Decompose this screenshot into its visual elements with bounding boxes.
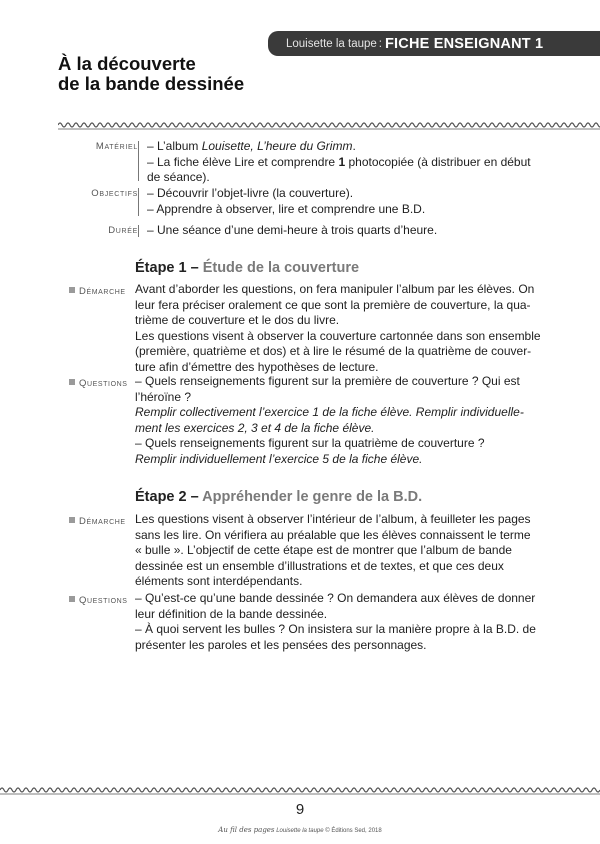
step-2-title (135, 489, 422, 505)
duree-line-1: – Une séance d’une demi-heure à trois quarts d’heure. (147, 223, 438, 237)
step-1-name: Étude de la couverture (202, 260, 360, 276)
step-1-demarche (135, 282, 543, 375)
step-2-demarche-line: éléments sont interdépendants. (135, 574, 303, 588)
materiel-line-2-prefix: – La fiche élève Lire et comprendre (147, 154, 339, 169)
step-1-demarche-line: trième de couverture et le dos du livre. (135, 313, 340, 327)
duree-body (147, 223, 557, 239)
step-1-questions (135, 374, 543, 467)
step-2-questions-label-text: Questions (79, 595, 128, 606)
page-title-line-2: de la bande dessinée (58, 73, 245, 94)
step-1-instruction-line: Remplir individuellement l’exercice 5 de la fiche élève. (135, 451, 423, 466)
objectifs-line-2: – Apprendre à observer, lire et comprendre une B.D. (147, 201, 426, 216)
footer-credit (0, 826, 600, 834)
step-1-instruction-line: ment les exercices 2, 3 et 4 de la fiche élève. (135, 420, 375, 435)
objectifs-bar (138, 188, 139, 216)
collection-logo: Au fil des pages (218, 826, 275, 834)
square-bullet-icon (69, 596, 75, 602)
materiel-label: Matériel (95, 141, 138, 152)
step-2-question-line: présenter les paroles et les pensées des personnages. (135, 637, 427, 652)
page-title (58, 54, 244, 94)
step-2-question-line: – Qu’est-ce qu’une bande dessinée ? On demandera aux élèves de donner (135, 591, 536, 605)
step-2-name: Appréhender le genre de la B.D. (202, 489, 423, 505)
duree-bar (138, 225, 139, 237)
objectifs-body (147, 186, 557, 217)
header-separator: : (378, 37, 382, 50)
step-2-question-line: – À quoi servent les bulles ? On insistera sur la manière propre à la B.D. de (135, 622, 536, 636)
step-2-questions (135, 591, 543, 653)
step-2-prefix: Étape 2 – (135, 489, 203, 505)
materiel-line-1-prefix: – L’album (147, 139, 202, 153)
step-1-instruction-line: Remplir collectivement l’exercice 1 de la fiche élève. Remplir individuelle- (135, 405, 524, 419)
step-2-demarche-line: « bulle ». L’objectif de cette étape est de montrer que l’album de bande (135, 543, 512, 557)
materiel-line-1-suffix: . (352, 139, 356, 153)
step-1-demarche-line: (première, quatrième et dos) et à lire le résumé de la quatrième de couver- (135, 344, 532, 358)
page-title-line-1: À la découverte (58, 53, 196, 74)
step-1-demarche-line: leur fera préciser oralement ce que sont la première de couverture, la qua- (135, 297, 531, 312)
album-title: Louisette, L’heure du Grimm (201, 139, 353, 153)
materiel-body (147, 139, 557, 186)
step-1-demarche-line: Avant d’aborder les questions, on fera manipuler l’album par les élèves. On (135, 282, 535, 296)
step-1-title (135, 260, 359, 276)
step-1-questions-label-text: Questions (79, 378, 128, 389)
duree-label: Durée (108, 225, 138, 236)
step-1-demarche-label-text: Démarche (79, 286, 126, 297)
step-1-questions-label (69, 378, 128, 389)
meta-objectifs (0, 186, 600, 220)
step-2-demarche-line: Les questions visent à observer l’intérieur de l’album, à feuilleter les pages (135, 512, 531, 526)
step-2-demarche-line: dessinée est un ensemble d’illustrations et de textes, et que ces deux (135, 558, 504, 573)
square-bullet-icon (69, 517, 75, 523)
page-number: 9 (295, 801, 305, 818)
square-bullet-icon (69, 379, 75, 385)
step-2-demarche-label (69, 516, 126, 527)
materiel-line-2-suffix: photocopiée (à distribuer en début (345, 154, 531, 169)
meta-duree (0, 223, 600, 241)
sheet-number: 1 (338, 154, 346, 169)
step-2-demarche (135, 512, 543, 590)
series-header-tab (268, 31, 600, 56)
objectifs-label: Objectifs (91, 188, 138, 199)
step-2-demarche-label-text: Démarche (79, 516, 126, 527)
footer-book-title: Louisette la taupe (276, 828, 324, 834)
step-1-question-line: – Quels renseignements figurent sur la première de couverture ? Qui est (135, 374, 520, 388)
step-2-question-line: leur définition de la bande dessinée. (135, 606, 328, 621)
step-1-question-line: l’héroïne ? (135, 389, 192, 404)
footer-copyright: © Éditions Sed, 2018 (323, 828, 382, 834)
step-1-demarche-line: Les questions visent à observer la couverture cartonnée dans son ensemble (135, 328, 541, 343)
objectifs-line-1: – Découvrir l’objet-livre (la couverture). (147, 186, 354, 200)
step-1-prefix: Étape 1 – (135, 260, 203, 276)
top-wave-divider (58, 121, 600, 131)
square-bullet-icon (69, 287, 75, 293)
meta-materiel (0, 139, 600, 189)
step-1-demarche-line: ture afin d’émettre des hypothèses de lecture. (135, 359, 379, 374)
materiel-line-1 (147, 139, 557, 155)
materiel-line-3: de séance). (147, 170, 210, 184)
series-name: Louisette la taupe (286, 37, 377, 50)
step-1-demarche-label (69, 286, 126, 297)
step-2-demarche-line: sans les lire. On vérifiera au préalable que les élèves connaissent le terme (135, 527, 531, 542)
sheet-title: FICHE ENSEIGNANT 1 (385, 35, 544, 52)
step-1-question-line: – Quels renseignements figurent sur la quatrième de couverture ? (135, 436, 485, 450)
step-2-questions-label (69, 595, 128, 606)
bottom-wave-divider (0, 786, 600, 796)
materiel-line-2 (147, 155, 557, 171)
materiel-bar (138, 141, 139, 181)
